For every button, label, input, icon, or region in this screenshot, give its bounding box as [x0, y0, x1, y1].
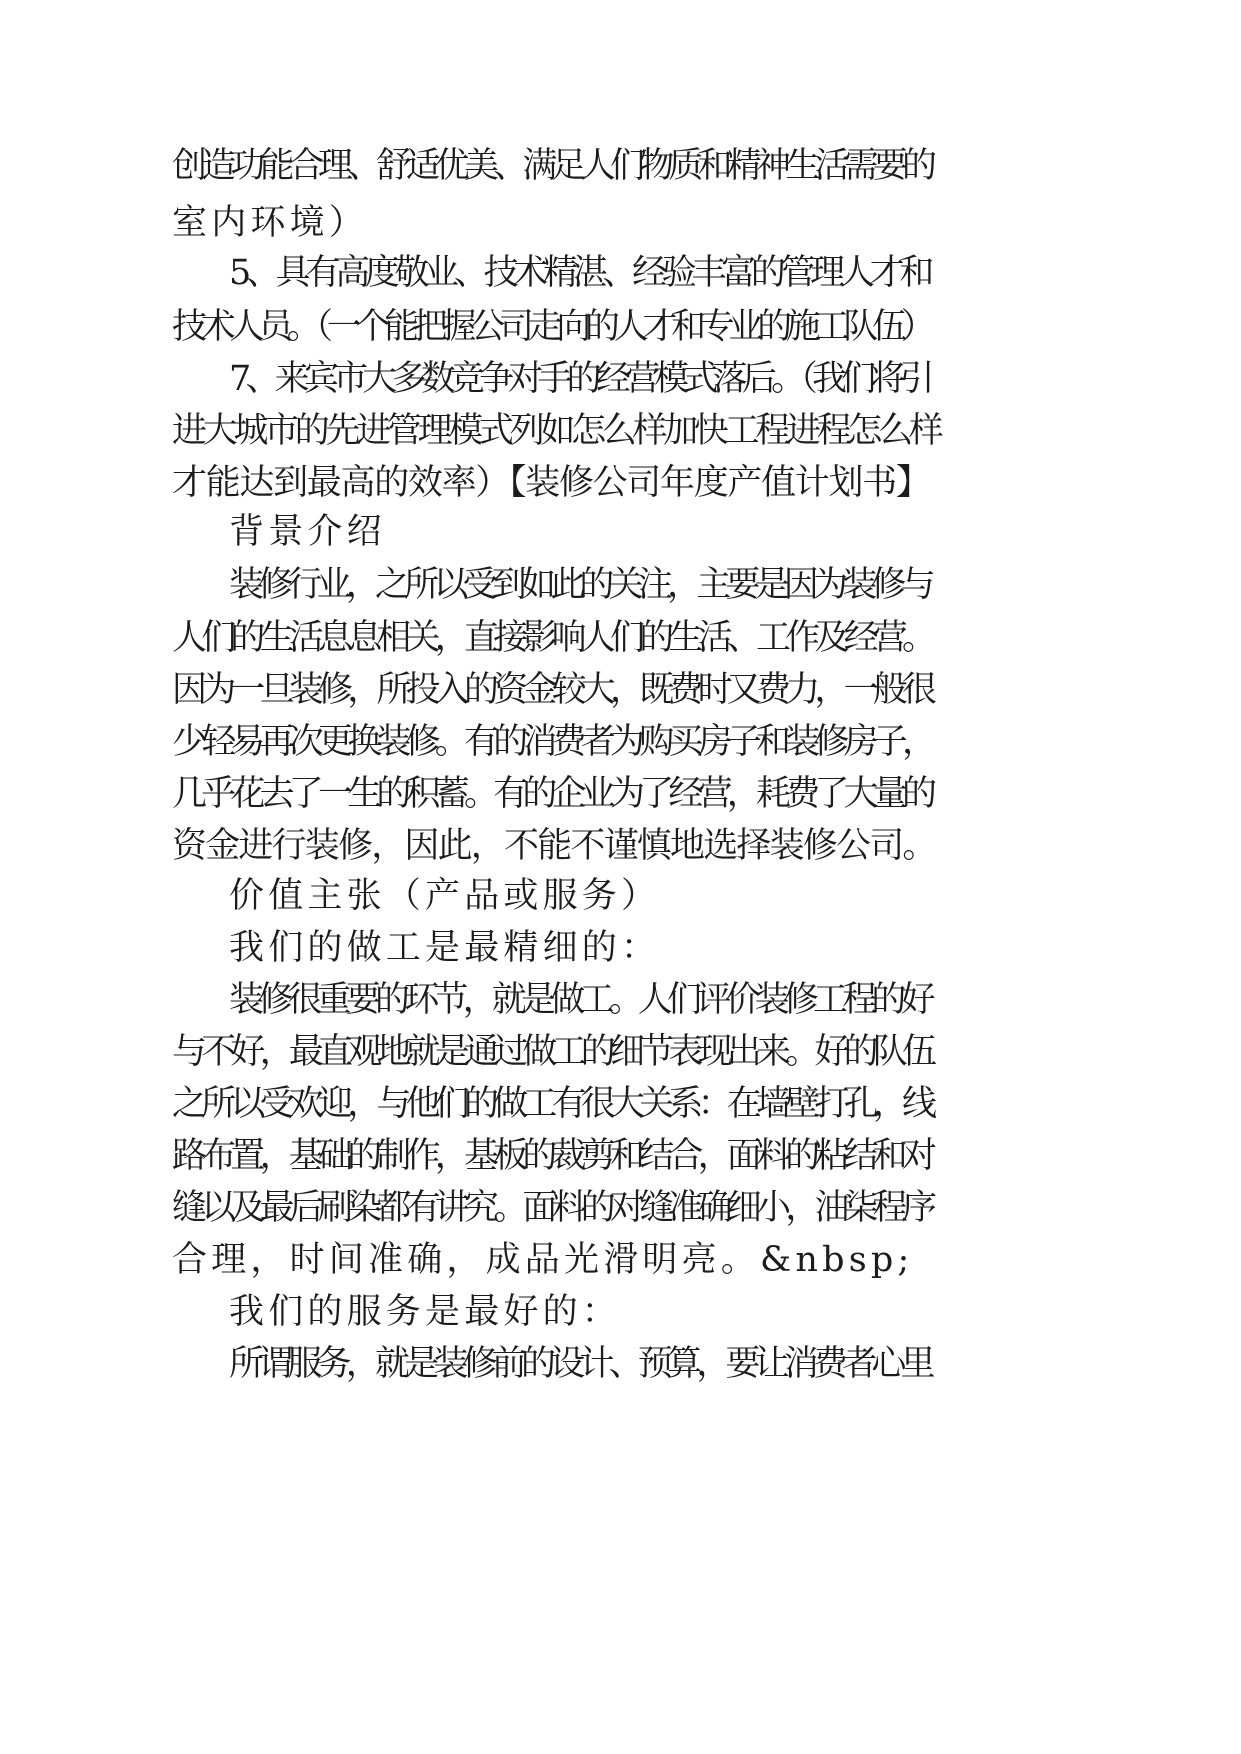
text-line: 进大城市的先进管理模式列如怎么样加快工程进程怎么样	[172, 411, 940, 451]
text-line: 少轻易再次更换装修。有的消费者为购买房子和装修房子，	[172, 722, 932, 762]
text-line: 因为一旦装修，所投入的资金较大，既费时又费力，一般很	[172, 670, 932, 710]
text-line: 几乎花去了一生的积蓄。有的企业为了经营，耗费了大量的	[172, 774, 932, 814]
text-line: 创造功能合理、舒适优美、满足人们物质和精神生活需要的	[172, 146, 932, 186]
text-line: 人们的生活息息相关，直接影响人们的生活、工作及经营。	[172, 618, 932, 658]
text-line: 我们的做工是最精细的：	[229, 928, 661, 968]
text-line: 缝以及最后刷染都有讲究。面料的对缝准确细小，油柒程序	[172, 1188, 932, 1228]
text-line: 技术人员。（一个能把握公司走向的人才和专业的施工队伍）	[172, 307, 930, 347]
text-line: 之所以受欢迎，与他们的做工有很大关系：在墙壁打孔，线	[172, 1084, 932, 1124]
text-line: 与不好，最直观地就是通过做工的细节表现出来。好的队伍	[172, 1032, 932, 1072]
text-line: 装修很重要的环节，就是做工。人们评价装修工程的好	[229, 980, 930, 1020]
section-heading: 价值主张（产品或服务）	[229, 876, 661, 916]
text-line: 路布置，基础的制作，基板的裁剪和结合，面料的粘结和对	[172, 1136, 932, 1176]
text-line: 所谓服务，就是装修前的设计、预算，要让消费者心里	[229, 1344, 930, 1384]
text-line: 资金进行装修，因此，不能不谨慎地选择装修公司。	[172, 826, 936, 866]
text-line: 装修行业，之所以受到如此的关注，主要是因为装修与	[229, 565, 930, 605]
section-heading: 背景介绍	[229, 512, 386, 552]
text-line: 我们的服务是最好的：	[229, 1292, 622, 1332]
text-line: 5、具有高度敬业、技术精湛、经验丰富的管理人才和	[229, 253, 930, 293]
text-line: 才能达到最高的效率）【装修公司年度产值计划书】	[172, 463, 930, 503]
text-line: 室内环境）	[172, 203, 369, 243]
text-line: 合理，时间准确，成品光滑明亮。&nbsp;	[172, 1240, 914, 1280]
text-line: 7、来宾市大多数竞争对手的经营模式落后。（我们将引	[229, 359, 929, 399]
